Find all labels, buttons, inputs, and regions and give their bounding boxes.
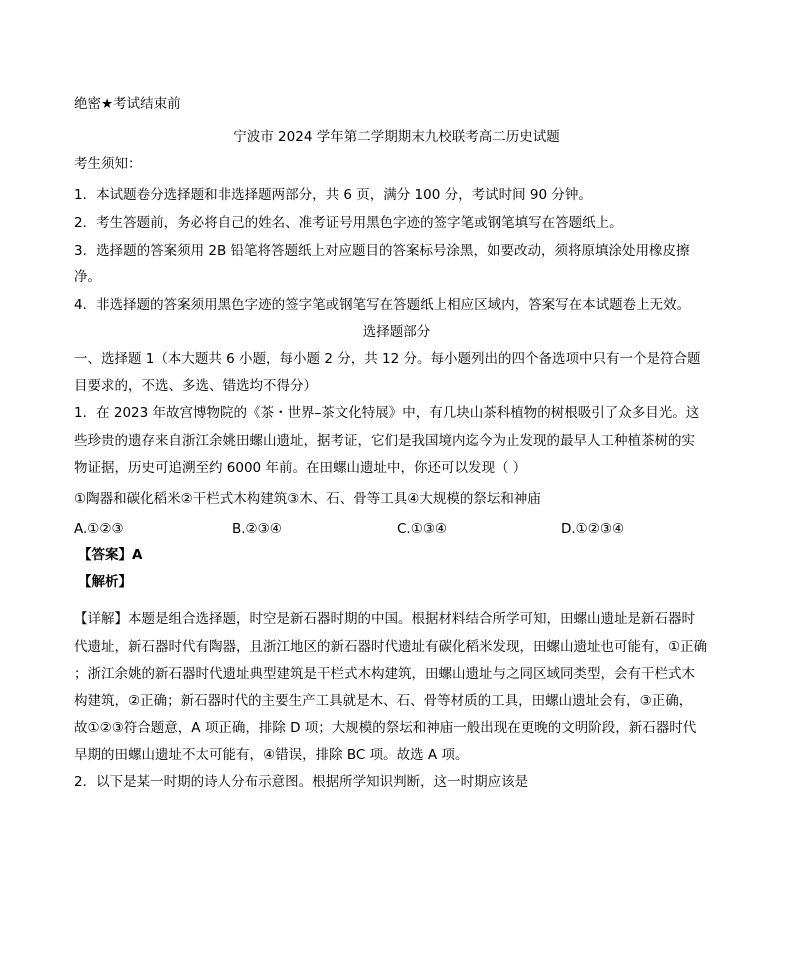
notice-item: 4．非选择题的答案须用黑色字迹的签字笔或钢笔写在答题纸上相应区域内，答案写在本试题卷上无效。 [74,297,691,313]
section-title: 选择题部分 [362,324,431,340]
exam-title: 宁波市 2024 学年第二学期期末九校联考高二历史试题 [233,129,560,145]
notice-item: 1．本试题卷分选择题和非选择题两部分，共 6 页，满分 100 分，考试时间 90 分钟。 [74,187,592,203]
detail-text: 【详解】本题是组合选择题，时空是新石器时期的中国。根据材料结合所学可知，田螺山遗址是新石器时 [74,611,695,627]
section-intro: 目要求的，不选、多选、错选均不得分） [74,378,317,394]
question-stem: 物证据，历史可追溯至约 6000 年前。在田螺山遗址中，你还可以发现（ ） [74,460,527,476]
analysis-label: 【解析】 [78,574,132,590]
notice-heading: 考生须知： [74,156,142,172]
notice-item: 3．选择题的答案须用 2B 铅笔将答题纸上对应题目的答案标号涂黑，如要改动，须将原填涂处用橡皮擦 [74,243,690,259]
option-d: D.①②③④ [561,521,625,537]
option-a: A.①②③ [74,521,124,537]
question-stem: 些珍贵的遗存来自浙江余姚田螺山遗址，据考证，它们是我国境内迄今为止发现的最早人工种植茶树的实 [74,433,695,449]
question-stem: 1．在 2023 年故宫博物院的《茶・世界–茶文化特展》中，有几块山茶科植物的树根吸引了众多目光。这 [74,405,700,421]
notice-item: 2．考生答题前，务必将自己的姓名、准考证号用黑色字迹的签字笔或钢笔填写在答题纸上。 [74,215,623,231]
question-stem: 2．以下是某一时期的诗人分布示意图。根据所学知识判断，这一时期应该是 [74,774,529,790]
detail-text: 代遗址，新石器时代有陶器，且浙江地区的新石器时代遗址有碳化稻米发现，田螺山遗址也可能有，①正确 [74,639,708,655]
question-items: ①陶器和碳化稻米②干栏式木构建筑③木、石、骨等工具④大规模的祭坛和神庙 [74,491,541,507]
notice-item: 净。 [74,269,101,285]
section-intro: 一、选择题 1（本大题共 6 小题，每小题 2 分，共 12 分。每小题列出的四个备选项中只有一个是符合题 [74,351,701,367]
option-c: C.①③④ [397,521,448,537]
answer-label: 【答案】A [78,547,143,563]
detail-text: ；浙江余姚的新石器时代遗址典型建筑是干栏式木构建筑，田螺山遗址与之同区域同类型，会有干栏式木 [74,666,695,682]
option-b: B.②③④ [232,521,282,537]
detail-text: 早期的田螺山遗址不太可能有，④错误，排除 BC 项。故选 A 项。 [74,747,469,763]
detail-text: 构建筑，②正确；新石器时代的主要生产工具就是木、石、骨等材质的工具，田螺山遗址会有，③正确， [74,693,693,709]
detail-text: 故①②③符合题意，A 项正确，排除 D 项；大规模的祭坛和神庙一般出现在更晚的文明阶段，新石器时代 [74,720,697,736]
confidential-label: 绝密★考试结束前 [74,96,181,112]
